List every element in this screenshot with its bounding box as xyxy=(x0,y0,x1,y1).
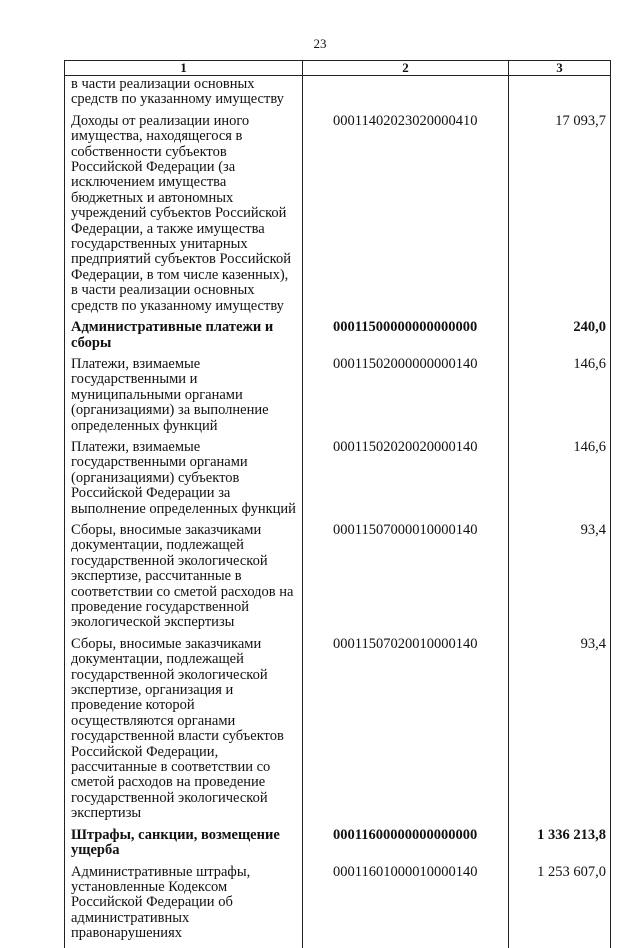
row-code-cell: 00011600000000000000 xyxy=(303,828,509,865)
row-name-cell: Платежи, взимаемые государственными и муниципальными органами (организациями) за выполнение определенных функций xyxy=(65,357,303,440)
table-row xyxy=(65,357,611,440)
row-code-cell: 00011502000000000140 xyxy=(303,357,509,440)
column-header-code: 2 xyxy=(303,61,509,76)
row-name-cell: Административные платежи и сборы xyxy=(65,320,303,357)
row-amount-cell: 93,4 xyxy=(509,637,611,828)
column-header-name: 1 xyxy=(65,61,303,76)
table-row xyxy=(65,828,611,865)
row-amount-cell: 146,6 xyxy=(509,357,611,440)
table-row xyxy=(65,440,611,523)
row-name-cell: Сборы, вносимые заказчиками документации, подлежащей государственной экологической экспертизе, рассчитанные в соответствии со сметой расходов на проведение государственной экологической экспертизы xyxy=(65,523,303,637)
table-row xyxy=(65,320,611,357)
row-amount-cell: 93,4 xyxy=(509,523,611,637)
row-name-cell: Штрафы, санкции, возмещение ущерба xyxy=(65,828,303,865)
table-row xyxy=(65,637,611,828)
row-code-cell: 00011507000010000140 xyxy=(303,523,509,637)
row-name-cell: в части реализации основных средств по указанному имуществу xyxy=(65,76,303,114)
table-header-row xyxy=(65,61,611,76)
row-name-cell: Доходы от реализации иного имущества, находящегося в собственности субъектов Российской Федерации (за исключением имущества бюджетных и автономных учреждений субъектов Российской Федерации, а также имущества государственных унитарных предприятий субъектов Российской Федерации, в том числе казенных), в части реализации основных средств по указанному имуществу xyxy=(65,114,303,320)
row-amount-cell: 1 336 213,8 xyxy=(509,828,611,865)
row-amount-cell: 1 253 607,0 xyxy=(509,865,611,948)
row-code-cell: 00011601000010000140 xyxy=(303,865,509,948)
table-row xyxy=(65,114,611,320)
table-body xyxy=(65,76,611,948)
row-code-cell: 00011502020020000140 xyxy=(303,440,509,523)
page-number: 23 xyxy=(313,36,327,51)
row-code-cell: 00011402023020000410 xyxy=(303,114,509,320)
row-amount-cell: 17 093,7 xyxy=(509,114,611,320)
row-amount-cell xyxy=(509,76,611,114)
table-row xyxy=(65,76,611,114)
row-amount-cell: 146,6 xyxy=(509,440,611,523)
row-amount-cell: 240,0 xyxy=(509,320,611,357)
table-row xyxy=(65,523,611,637)
row-name-cell: Платежи, взимаемые государственными органами (организациями) субъектов Российской Федерации за выполнение определенных функций xyxy=(65,440,303,523)
table-row xyxy=(65,865,611,948)
row-code-cell: 00011507020010000140 xyxy=(303,637,509,828)
budget-table xyxy=(64,60,611,948)
row-name-cell: Административные штрафы, установленные Кодексом Российской Федерации об административных правонарушениях xyxy=(65,865,303,948)
row-code-cell: 00011500000000000000 xyxy=(303,320,509,357)
row-name-cell: Сборы, вносимые заказчиками документации, подлежащей государственной экологической экспертизе, организация и проведение которой осуществляются органами государственной власти субъектов Российской Федерации, рассчитанные в соответствии со сметой расходов на проведение государственной экологической экспертизы xyxy=(65,637,303,828)
column-header-amount: 3 xyxy=(509,61,611,76)
row-code-cell xyxy=(303,76,509,114)
